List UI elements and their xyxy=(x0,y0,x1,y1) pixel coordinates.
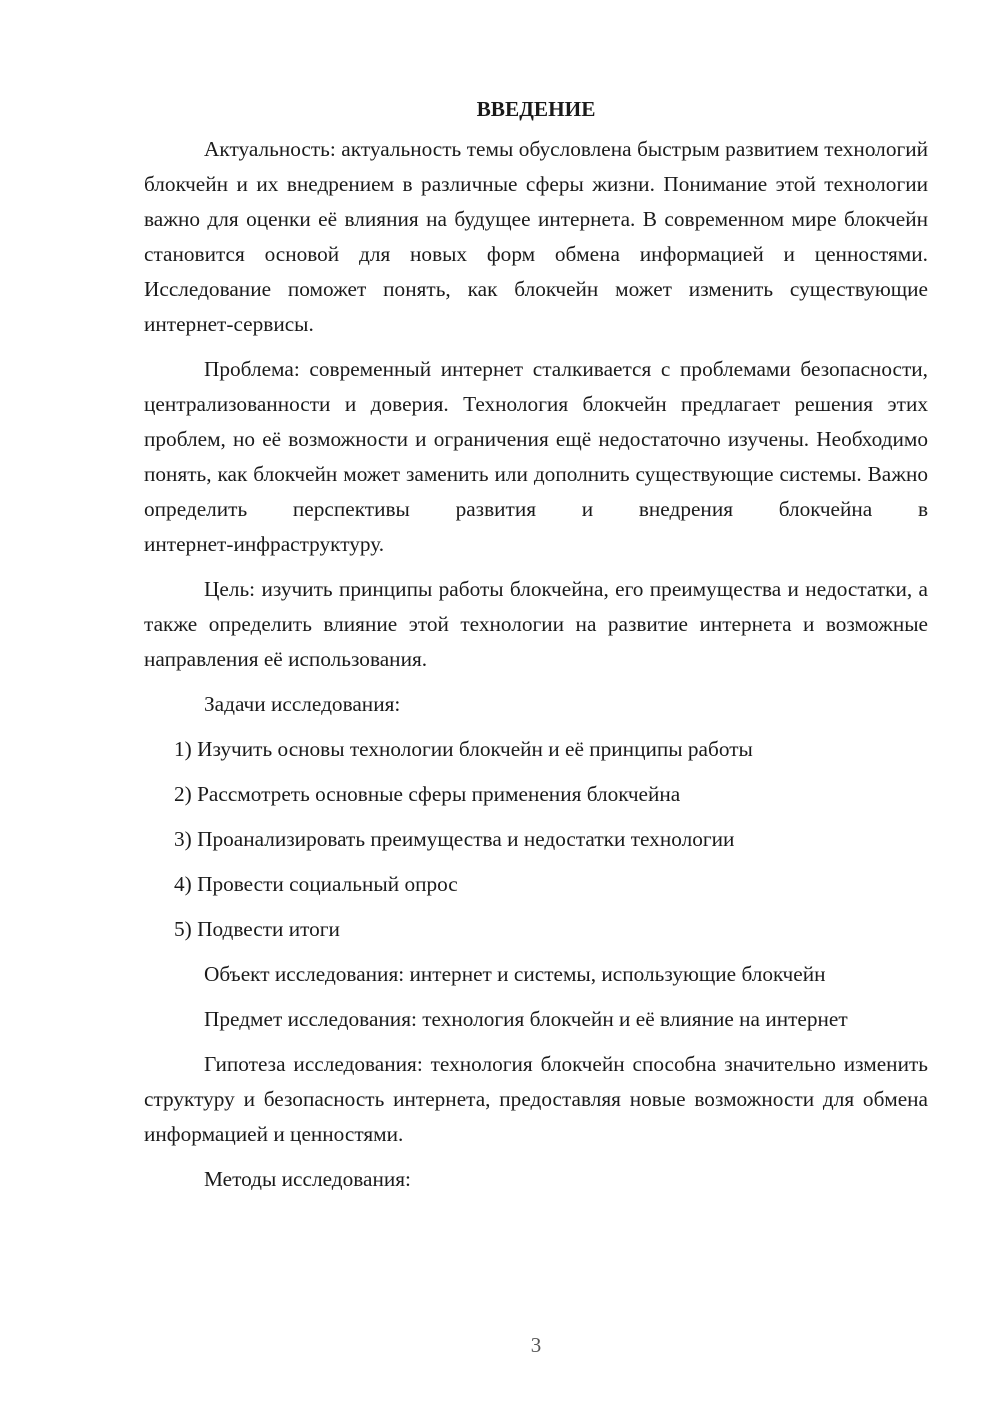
paragraph-goal: Цель: изучить принципы работы блокчейна, его преимущества и недостатки, а также определить влияние этой технологии на развитие интернета и возможные направления её использования. xyxy=(144,577,928,671)
document-body xyxy=(144,92,928,1207)
paragraph-object: Объект исследования: интернет и системы, использующие блокчейн xyxy=(204,962,826,986)
paragraph-relevance: Актуальность: актуальность темы обусловлена быстрым развитием технологий блокчейн и их внедрением в различные сферы жизни. Понимание этой технологии важно для оценки её влияния на будущее интернета. В современном мире блокчейн становится основой для новых форм обмена информацией и ценностями. Исследование поможет понять, как блокчейн может изменить существующие интернет-сервисы. xyxy=(144,137,928,336)
task-item-4: 4) Провести социальный опрос xyxy=(174,872,458,896)
page-title: ВВЕДЕНИЕ xyxy=(476,97,596,121)
paragraph-subject: Предмет исследования: технология блокчейн и её влияние на интернет xyxy=(204,1007,848,1031)
paragraph-problem: Проблема: современный интернет сталкивается с проблемами безопасности, централизованности и доверия. Технология блокчейн предлагает решения этих проблем, но её возможности и ограничения ещё недостаточно изучены. Необходимо понять, как блокчейн может заменить или дополнить существующие системы. Важно определить перспективы развития и внедрения блокчейна в xyxy=(144,357,928,521)
task-item-1: 1) Изучить основы технологии блокчейн и её принципы работы xyxy=(174,737,753,761)
page-number: 3 xyxy=(530,1333,542,1357)
methods-heading: Методы исследования: xyxy=(204,1167,411,1191)
paragraph-problem-tail: интернет-инфраструктуру. xyxy=(144,532,385,556)
task-item-3: 3) Проанализировать преимущества и недостатки технологии xyxy=(174,827,735,851)
tasks-heading: Задачи исследования: xyxy=(204,692,401,716)
tasks-list xyxy=(144,732,928,947)
task-item-5: 5) Подвести итоги xyxy=(174,917,340,941)
task-item-2: 2) Рассмотреть основные сферы применения блокчейна xyxy=(174,782,681,806)
paragraph-hypothesis: Гипотеза исследования: технология блокчейн способна значительно изменить структуру и безопасность интернета, предоставляя новые возможности для обмена информацией и ценностями. xyxy=(144,1052,928,1146)
